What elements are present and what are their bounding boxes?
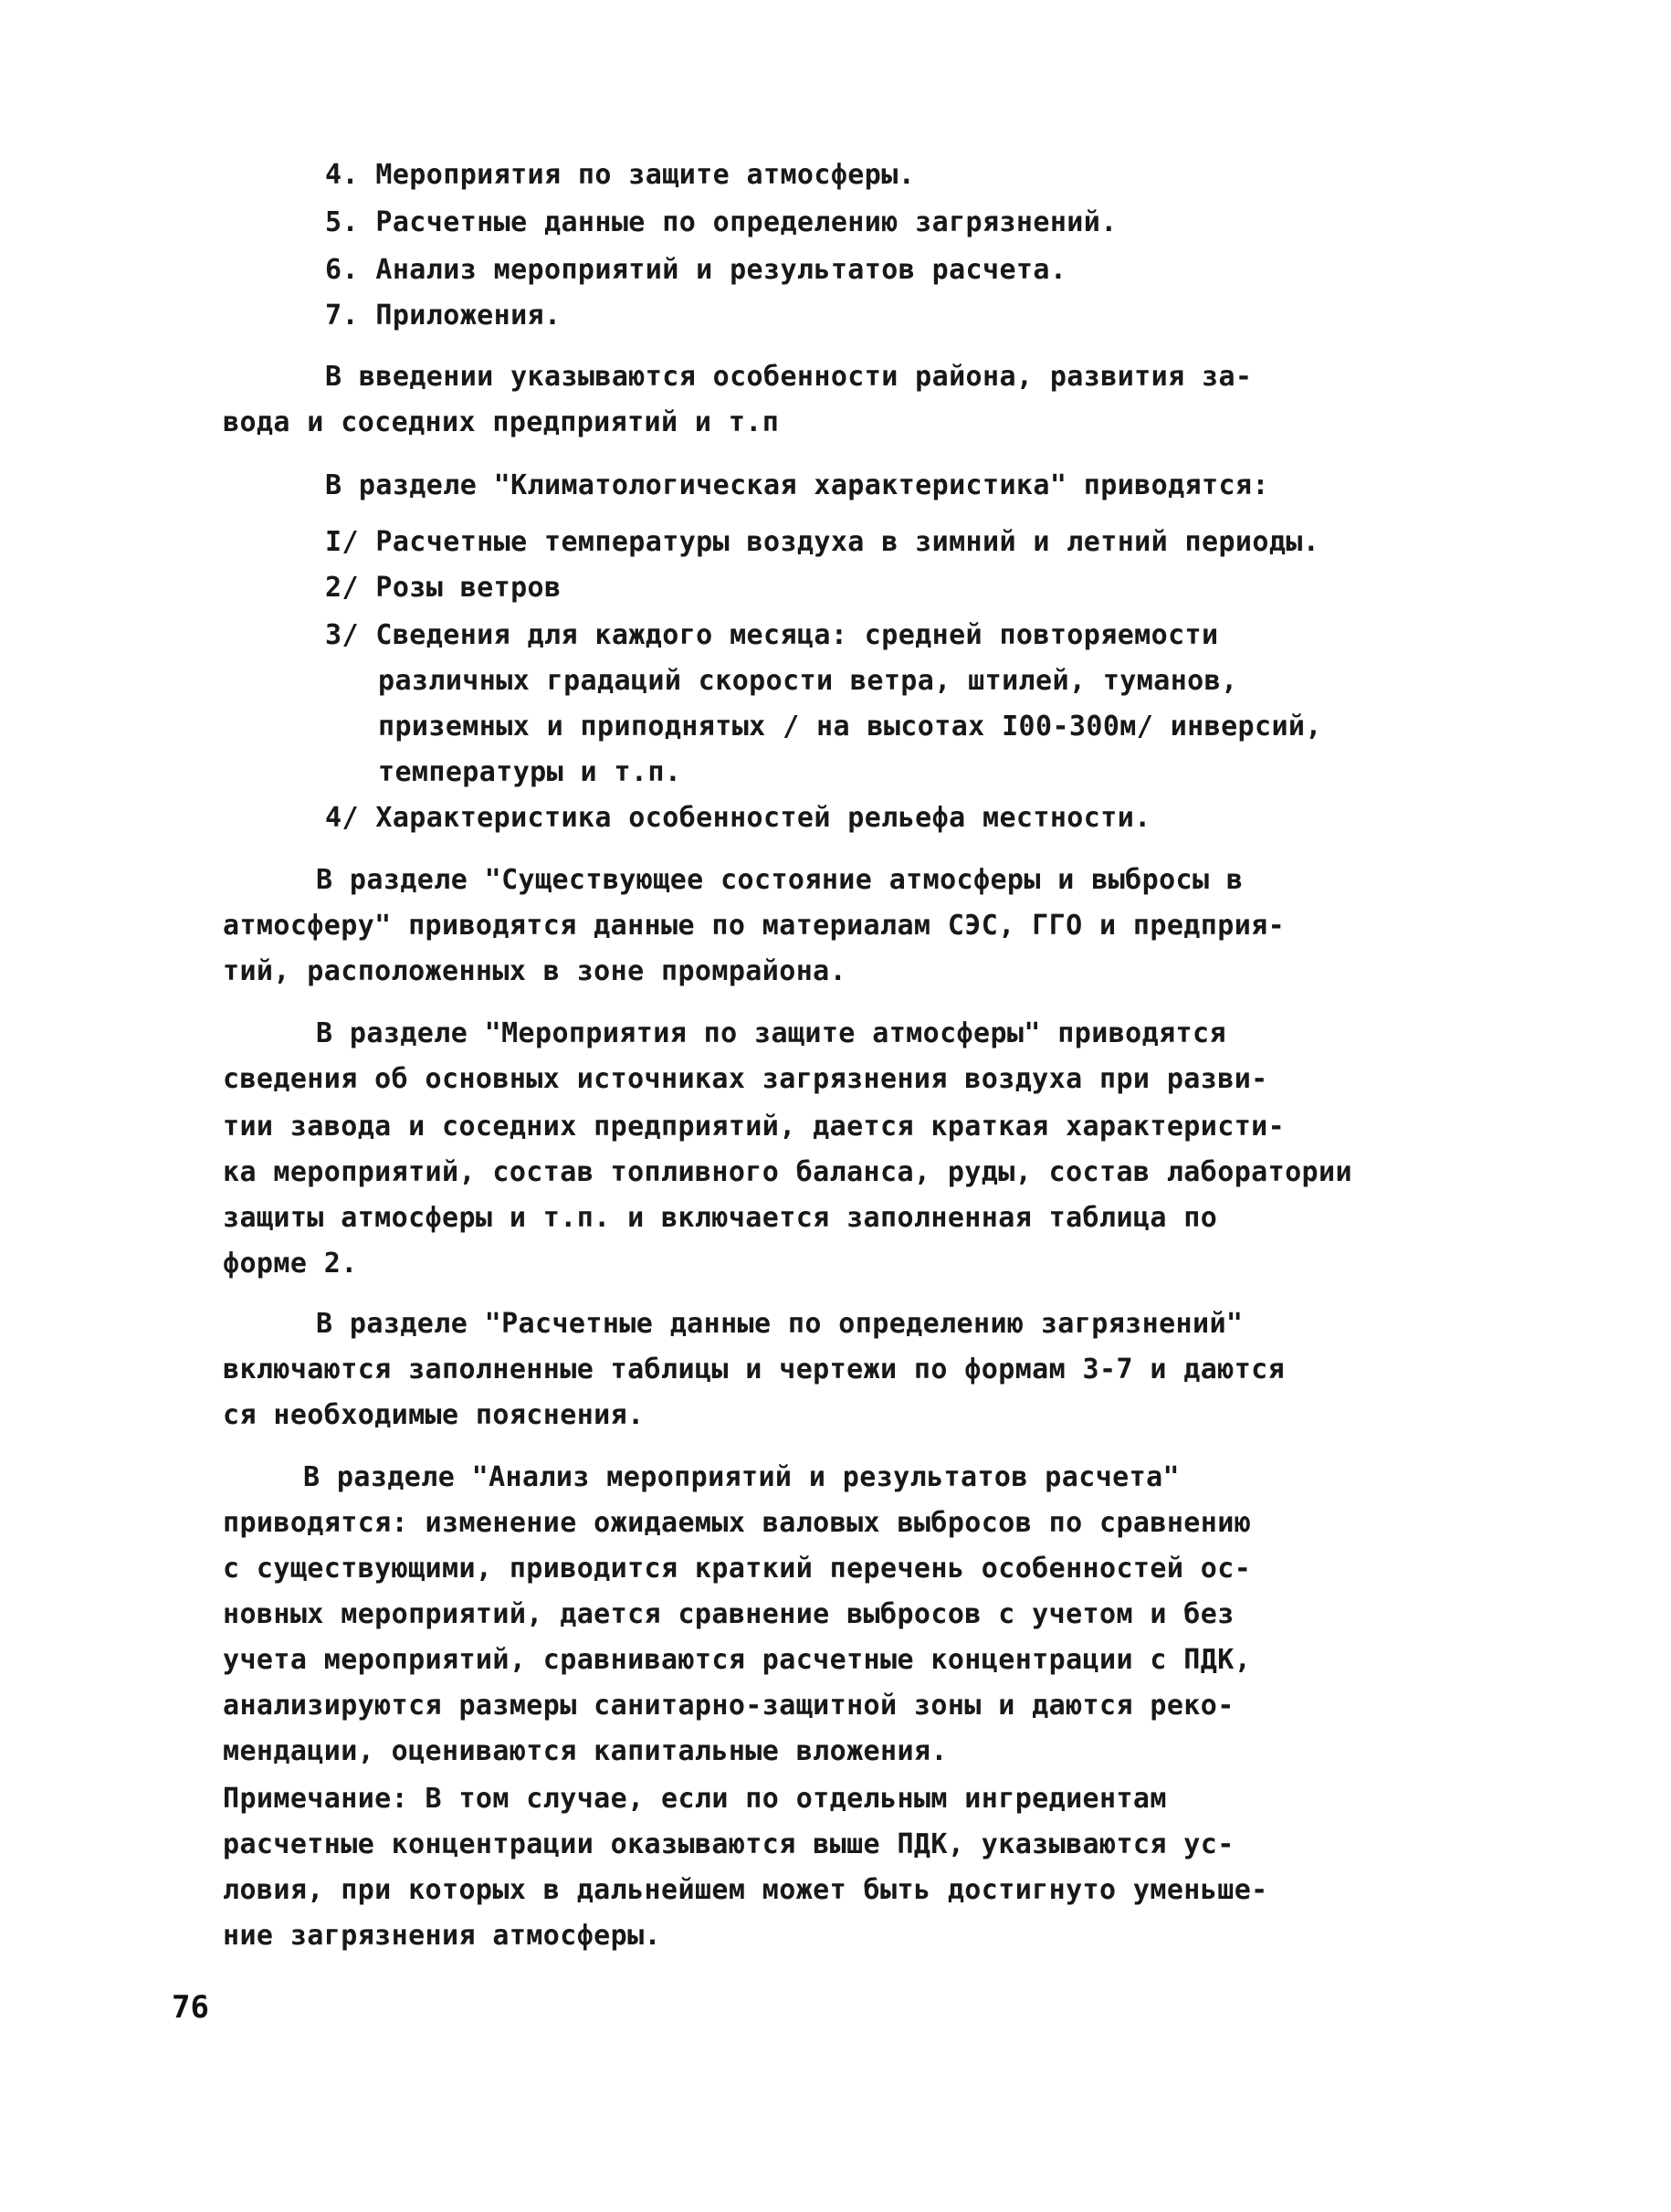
note-paragraph-line: расчетные концентрации оказываются выше ПДК, указываются ус- (223, 1828, 1235, 1860)
page-number: 76 (172, 1989, 209, 2026)
list-item: 6. Анализ мероприятий и результатов расчета. (325, 254, 1067, 286)
measures-paragraph-line: сведения об основных источниках загрязнения воздуха при разви- (223, 1063, 1268, 1095)
list-item: 7. Приложения. (325, 300, 562, 332)
climate-list-item: 3/ Сведения для каждого месяца: средней повторяемости (325, 619, 1219, 651)
climate-list-item: 4/ Характеристика особенностей рельефа местности. (325, 802, 1151, 834)
note-paragraph-line: ловия, при которых в дальнейшем может быть достигнуто уменьше- (223, 1874, 1268, 1906)
existing-state-paragraph-line: тий, расположенных в зоне промрайона. (223, 955, 847, 987)
climate-list-item-continuation: приземных и приподнятых / на высотах I00-300м/ инверсий, (378, 711, 1322, 743)
measures-paragraph-line: форме 2. (223, 1248, 358, 1280)
calc-data-paragraph-line: В разделе "Расчетные данные по определению загрязнений" (316, 1308, 1244, 1340)
analysis-paragraph-line: приводятся: изменение ожидаемых валовых выбросов по сравнению (223, 1507, 1252, 1539)
analysis-paragraph-line: учета мероприятий, сравниваются расчетные концентрации с ПДК, (223, 1644, 1252, 1676)
climate-list-item-continuation: различных градаций скорости ветра, штилей, туманов, (378, 665, 1238, 697)
intro-paragraph-line: В введении указываются особенности района, развития за- (325, 361, 1253, 393)
climate-list-item: I/ Расчетные температуры воздуха в зимний и летний периоды. (325, 526, 1320, 558)
climate-list-item: 2/ Розы ветров (325, 572, 562, 604)
existing-state-paragraph-line: В разделе "Существующее состояние атмосферы и выбросы в (316, 864, 1244, 896)
analysis-paragraph-line: с существующими, приводится краткий перечень особенностей ос- (223, 1553, 1252, 1585)
measures-paragraph-line: тии завода и соседних предприятий, дается краткая характеристи- (223, 1111, 1286, 1143)
note-paragraph-line: Примечание: В том случае, если по отдельным ингредиентам (223, 1783, 1167, 1815)
calc-data-paragraph-line: включаются заполненные таблицы и чертежи по формам 3-7 и даются (223, 1354, 1286, 1385)
measures-paragraph-line: В разделе "Мероприятия по защите атмосферы" приводятся (316, 1017, 1226, 1049)
analysis-paragraph-line: новных мероприятий, дается сравнение выбросов с учетом и без (223, 1598, 1235, 1630)
analysis-paragraph-line: В разделе "Анализ мероприятий и результатов расчета" (303, 1461, 1180, 1493)
intro-paragraph-line: вода и соседних предприятий и т.п (223, 406, 780, 438)
analysis-paragraph-line: анализируются размеры санитарно-защитной зоны и даются реко- (223, 1690, 1235, 1722)
calc-data-paragraph-line: ся необходимые пояснения. (223, 1399, 645, 1431)
climate-section-heading: В разделе "Климатологическая характеристика" приводятся: (325, 469, 1269, 501)
climate-list-item-continuation: температуры и т.п. (378, 756, 682, 788)
note-paragraph-line: ние загрязнения атмосферы. (223, 1920, 661, 1952)
list-item: 5. Расчетные данные по определению загрязнений. (325, 206, 1118, 238)
measures-paragraph-line: ка мероприятий, состав топливного баланса, руды, состав лаборатории (223, 1156, 1352, 1188)
measures-paragraph-line: защиты атмосферы и т.п. и включается заполненная таблица по (223, 1202, 1218, 1234)
analysis-paragraph-line: мендации, оцениваются капитальные вложения. (223, 1735, 948, 1767)
list-item: 4. Мероприятия по защите атмосферы. (325, 159, 916, 191)
existing-state-paragraph-line: атмосферу" приводятся данные по материалам СЭС, ГГО и предприя- (223, 910, 1286, 942)
